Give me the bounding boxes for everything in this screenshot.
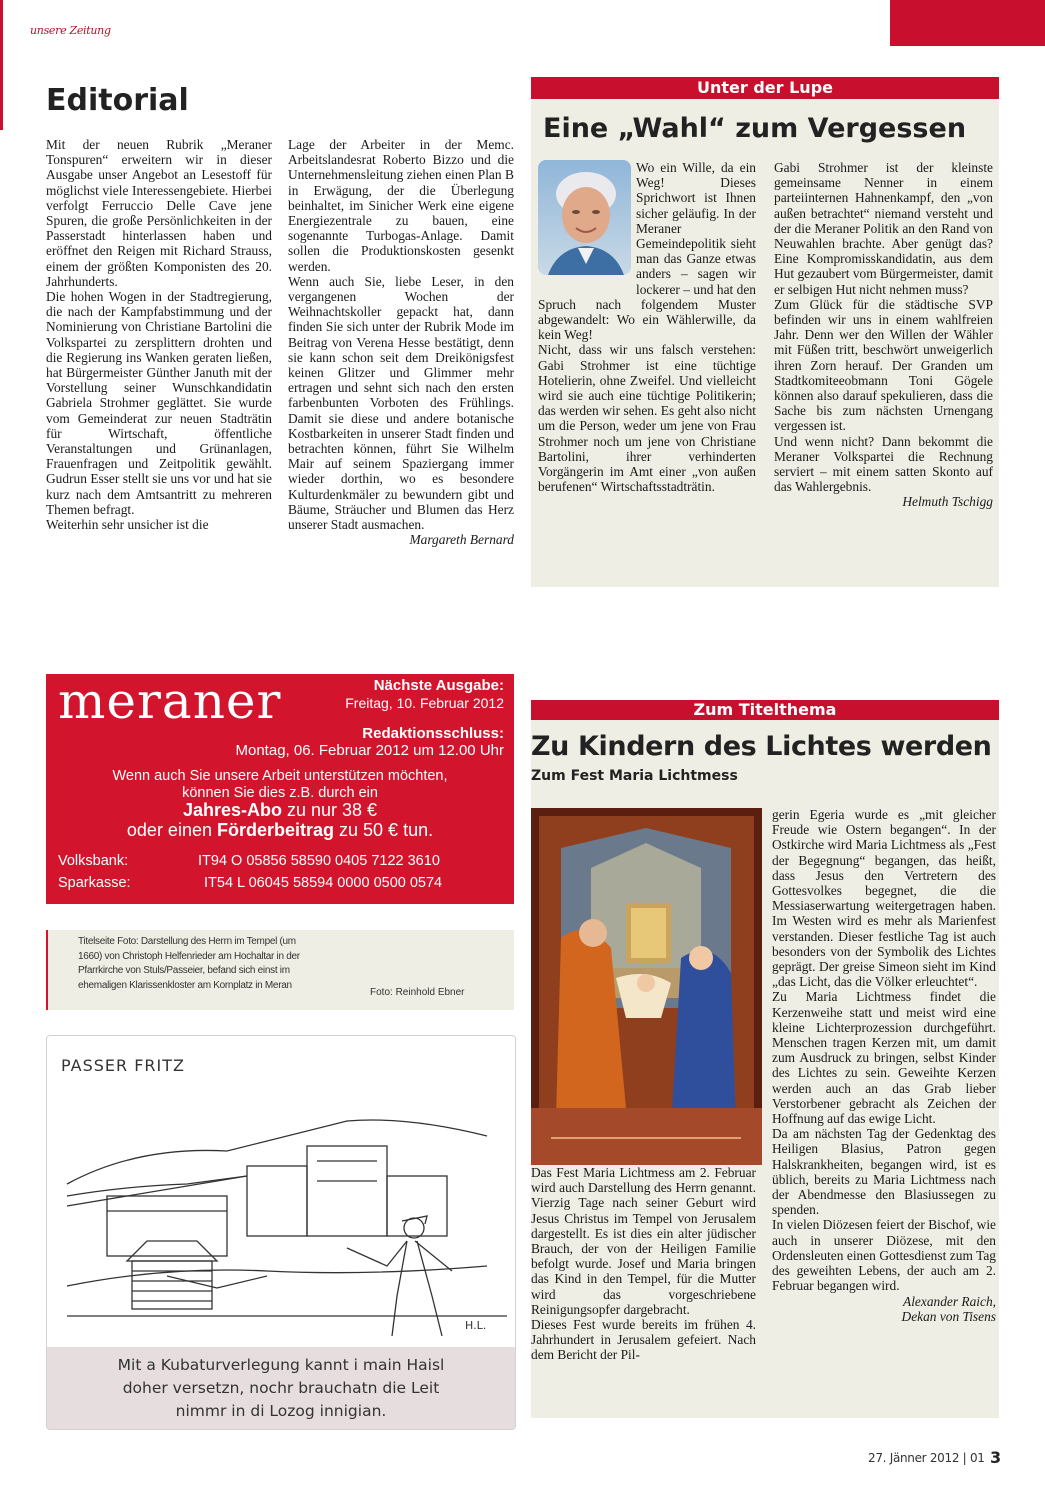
lupe-paragraph: Und wenn nicht? Dann bekommt die Meraner Volkspartei die Rechnung serviert – mit einem satten Skonto auf das Wahlergebnis. bbox=[774, 433, 993, 495]
cover-caption-box bbox=[46, 930, 514, 1010]
cartoon-box bbox=[46, 1035, 516, 1430]
photo-credit: Foto: Reinhold Ebner bbox=[370, 987, 465, 998]
editorial-title: Editorial bbox=[46, 83, 189, 118]
lupe-col-1 bbox=[538, 160, 756, 494]
editorial-col-1 bbox=[46, 137, 272, 532]
abo-bold: Jahres-Abo bbox=[182, 800, 282, 820]
abo-line bbox=[46, 800, 514, 821]
titelthema-col-1 bbox=[531, 1165, 756, 1363]
lupe-paragraph: Wo ein Wille, da ein Weg! Dieses Sprichwort ist Ihnen sicher geläufig. In der Meraner Gemeindepolitik sieht man das Ganze etwas anders – sagen wir lockerer – und hat den Spruch nach folgendem Muster abgewandelt: Wo ein Wählerwille, da kein Weg! bbox=[538, 160, 756, 343]
titelthema-col-2 bbox=[772, 807, 996, 1324]
caption-line: 1660) von Christoph Helfenrieder am Hochaltar in der bbox=[78, 950, 300, 962]
titelthema-section-bar: Zum Titelthema bbox=[531, 700, 999, 720]
foerder-pre: oder einen bbox=[126, 820, 217, 840]
bank2-name: Sparkasse: bbox=[58, 875, 131, 891]
cartoon-caption-line: doher versetzn, nochr brauchatn die Leit bbox=[122, 1379, 440, 1397]
page-number: 3 bbox=[990, 1448, 1002, 1467]
cartoon-title: PASSER FRITZ bbox=[61, 1056, 185, 1075]
deadline-date: Montag, 06. Februar 2012 um 12.00 Uhr bbox=[235, 742, 504, 759]
deadline-label: Redaktionsschluss: bbox=[362, 725, 504, 742]
titelthema-paragraph: Da am nächsten Tag der Gedenktag des Heiligen Blasius, Patron gegen Halskrankheiten, begangen wird, ist es üblich, bereits zu Maria Lichtmess nach der Abendmesse den Blasiussegen zu spenden. bbox=[772, 1126, 996, 1218]
editorial-paragraph: Lage der Arbeiter in der Memc. Arbeitslandesrat Roberto Bizzo und die Unternehmensleitung ziehen einen Plan B in Erwägung, der die Überlegung beinhaltet, im Sinicher Werk eine eigene Energiezentrale zu bauen, eine sogenannte Turbogas-Anlage. Damit sollen die Produktionskosten gesenkt werden. bbox=[288, 137, 514, 274]
cartoon-drawing bbox=[47, 1036, 515, 1346]
cartoon-initials: H.L. bbox=[465, 1319, 487, 1332]
bank1-name: Volksbank: bbox=[58, 853, 129, 869]
titelthema-signature-1: Alexander Raich, bbox=[903, 1293, 996, 1309]
editorial-signature: Margareth Bernard bbox=[409, 532, 514, 548]
caption-line: Pfarrkirche von Stuls/Passeier, befand sich einst im bbox=[78, 965, 290, 976]
lupe-signature: Helmuth Tschigg bbox=[902, 494, 993, 510]
left-edge-line bbox=[0, 0, 3, 130]
next-issue-date: Freitag, 10. Februar 2012 bbox=[345, 695, 504, 711]
support-line-2: können Sie dies z.B. durch ein bbox=[182, 785, 378, 801]
cartoon-caption-line: nimmr in di Lozog innigian. bbox=[175, 1402, 387, 1420]
titelthema-paragraph: Dieses Fest wurde bereits im frühen 4. Jahrhundert in Jerusalem gefeiert. Nach dem Bericht der Pil- bbox=[531, 1317, 756, 1363]
bank1-iban: IT94 O 05856 58590 0405 7122 3610 bbox=[198, 853, 440, 869]
meraner-logo: meraner bbox=[58, 672, 282, 730]
editorial-paragraph: Wenn auch Sie, liebe Leser, in den vergangenen Wochen der Weihnachtskoller gepackt hat, dann finden Sie sich unter der Rubrik Mode im Beitrag von Verena Hesse bestätigt, denn sie kann schon seit dem Dreikönigsfest keinen Glitzer und Glimmer mehr ertragen und sehnt sich nach den ersten farbenbunten Vorboten des Frühlings. Damit sie diese und andere botanische Kostbarkeiten in unserer Stadt finden und betrachten können, führt Sie Wilhelm Mair auf seinem Spaziergang immer wieder dorthin, wo es besondere Kulturdenkmäler zu bewundern gibt und Bäume, Sträucher und Blumen das Herz unserer Stadt ausmachen. bbox=[288, 273, 514, 533]
foerder-bold: Förderbeitrag bbox=[216, 820, 335, 840]
cartoon-caption-line: Mit a Kubaturverlegung kannt i main Haisl bbox=[117, 1356, 445, 1374]
titelthema-paragraph: Das Fest Maria Lichtmess am 2. Februar wird auch Darstellung des Herrn genannt. Vierzig Tage nach seiner Geburt wird Jesus Christus im Tempel von Jerusalem dargestellt. Es ist dies ein alter jüdischer Brauch, der von der Heiligen Familie befolgt wurde. Josef und Maria bringen das Kind in den Tempel, für die Mutter wird das vorgeschriebene Reinigungsopfer dargebracht. bbox=[531, 1165, 756, 1317]
cover-caption-text bbox=[78, 935, 300, 993]
corner-red-tab bbox=[890, 0, 1045, 46]
titelthema-paragraph: Zu Maria Lichtmess findet die Kerzenweihe statt und meist wird eine kleine Lichterprozession durchgeführt. Menschen tragen Kerzen mit, um damit zum Ausdruck zu bringen, selbst Kinder des Lichtes zu sein. Geweihte Kerzen werden auch an das Grab lieber Verstorbener gebracht als Zeichen der Hoffnung auf das ewige Licht. bbox=[772, 989, 996, 1127]
support-line-1: Wenn auch Sie unsere Arbeit unterstützen möchten, bbox=[112, 768, 448, 784]
titelthema-title: Zu Kindern des Lichtes werden bbox=[531, 731, 992, 762]
lupe-paragraph: Gabi Strohmer ist der kleinste gemeinsame Nenner in einem parteiinternen Hahnenkampf, den „von außen betrachtet“ niemand versteht und der die Meraner Politik an den Rand von Neuwahlen brachte. Aber genügt das? Eine Kompromisskandidatin, aus dem Hut gezaubert vom Bürgermeister, damit er selbigen Hut nicht nehmen muss? bbox=[774, 160, 993, 297]
titelthema-subtitle: Zum Fest Maria Lichtmess bbox=[531, 768, 738, 784]
lupe-title: Eine „Wahl“ zum Vergessen bbox=[543, 113, 967, 144]
footer-date: 27. Jänner 2012 | 01 bbox=[868, 1451, 985, 1465]
caption-line: Titelseite Foto: Darstellung des Herrn im Tempel (um bbox=[78, 936, 296, 947]
editorial-paragraph: Weiterhin sehr unsicher ist die bbox=[46, 517, 209, 533]
editorial-paragraph: Die hohen Wogen in der Stadtregierung, die nach der Kampfabstimmung und der Nominierung von Christiane Bartolini die Volkspartei zu zersplittern drohten und die Regierung ins Wanken geraten ließen, hat Bürgermeister Günther Januth mit der Vorstellung seiner Wunschkandidatin Gabriela Strohmer geglättet. Sie wurde vom Gemeinderat zur neuen Stadträtin für Wirtschaft, öffentliche Veranstaltungen und Grünanlagen, Frauenfragen und Zeitpolitik gewählt. Gudrun Esser stellt sie uns vor und hat sie kurz nach dem Amtsantritt zu mehreren Themen befragt. bbox=[46, 289, 272, 517]
foerder-rest: zu 50 € tun. bbox=[334, 820, 434, 840]
lupe-col-2 bbox=[774, 160, 993, 510]
editorial-paragraph: Mit der neuen Rubrik „Meraner Tonspuren“ erweitern wir in dieser Ausgabe unser Angebot an Lesestoff für möglichst viele Interessengebiete. Hierbei verfolgt Ferruccio Delle Cave jene Spuren, die große Persönlichkeiten in der Passerstadt hinterlassen haben und eröffnet den Reigen mit Richard Strauss, einem der größten Komponisten des 20. Jahrhunderts. bbox=[46, 137, 272, 289]
altar-painting bbox=[531, 808, 762, 1165]
abo-rest: zu nur 38 € bbox=[281, 800, 378, 820]
support-text bbox=[46, 768, 514, 802]
foerder-line bbox=[46, 820, 514, 841]
next-issue-label: Nächste Ausgabe: bbox=[373, 677, 504, 694]
titelthema-paragraph: In vielen Diözesen feiert der Bischof, wie auch in unserer Diözese, mit den Ordensleuten einen Gottesdienst zum Tag des geweihten Lebens, der auch am 2. Februar begangen wird. bbox=[772, 1217, 996, 1294]
lupe-paragraph: Nicht, dass wir uns falsch verstehen: Gabi Strohmer ist eine tüchtige Hotelierin, ohne Zweifel. Und vielleicht wird sie auch eine tüchtige Politikerin; das werden wir sehen. Es geht also nicht um die Person, weder um jene von Frau Strohmer noch um jene von Christiane Bartolini, ihrer verhinderten Vorgängerin im Amt einer „von außen berufenen“ Wirtschaftsstadträtin. bbox=[538, 342, 756, 495]
editorial-col-2 bbox=[288, 137, 514, 547]
caption-line: ehemaligen Klarissenkloster am Kornplatz in Meran bbox=[78, 979, 292, 991]
bank2-iban: IT54 L 06045 58594 0000 0500 0574 bbox=[204, 875, 443, 891]
header-logo: unsere Zeitung bbox=[30, 24, 111, 37]
lupe-section-bar: Unter der Lupe bbox=[531, 77, 999, 99]
titelthema-paragraph: gerin Egeria wurde es „mit gleicher Freude wie Ostern begangen“. In der Ostkirche wird Maria Lichtmess als „Fest der Begegnung“ begangen, das heißt, dass Jesus den Vertretern des Gottesvolkes begegnet, die die Messiaserwartung weitergetragen haben. Im Westen wird es mehr als Marienfest verstanden. Dieser festliche Tag ist auch besonders von der Symbolik des Lichtes geprägt. Der greise Simeon sieht im Kind „das Licht, das die Völker erleuchtet“. bbox=[772, 807, 996, 990]
titelthema-signature-2: Dekan von Tisens bbox=[901, 1308, 996, 1324]
cartoon-caption bbox=[47, 1354, 515, 1423]
meraner-info-box bbox=[46, 674, 514, 904]
lupe-paragraph: Zum Glück für die städtische SVP befinden wir uns in einem wahlfreien Jahr. Denn wer den Willen der Wähler mit Füßen tritt, beschwört unweigerlich ihren Zorn herauf. Der Granden um Stadtkomiteeobmann Toni Gögele können also darauf spekulieren, dass die Sache bis zum nächsten Urnengang vergessen ist. bbox=[774, 296, 993, 434]
